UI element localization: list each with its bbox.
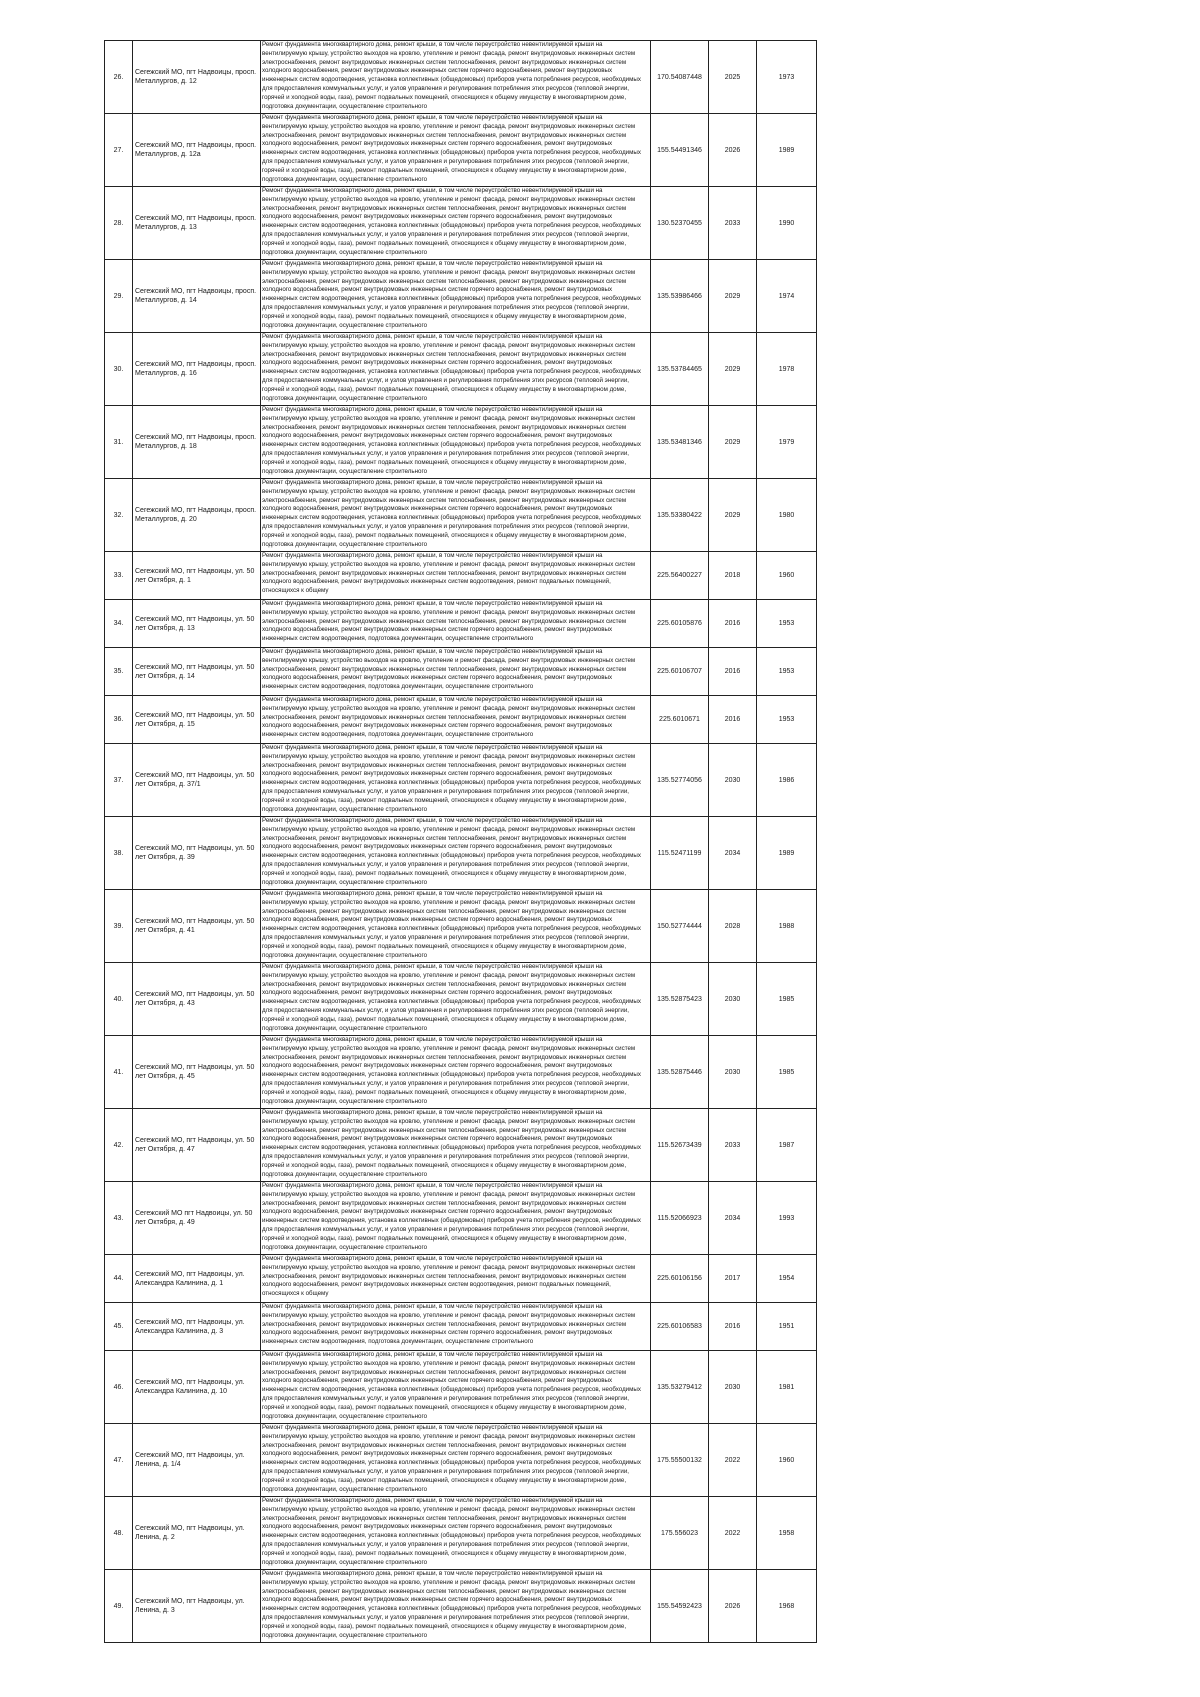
planned-year-cell: 2034 bbox=[709, 1182, 757, 1255]
works-text: Ремонт фундамента многоквартирного дома, ремонт крыши, в том числе переустройство невентилируемой крыши на вентилируемую крышу, устройство выходов на кровлю, утепление и ремонт фасада, ремонт внутридомовых инженерных систем электроснабжения, ремонт внутридомовых инженерных систем теплоснабжения, ремонт внутридомовых инженерных систем холодного водоснабжения, ремонт внутридомовых инженерных систем горячего водоснабжения, ремонт внутридомовых инженерных систем водоотведения, подготовка документации, осуществление строительного bbox=[262, 600, 636, 643]
address-cell: Сегежский МО, пгт Надвоицы, ул. Александра Калинина, д. 10 bbox=[133, 1351, 261, 1424]
row-number: 31. bbox=[105, 406, 133, 479]
works-text: Ремонт фундамента многоквартирного дома, ремонт крыши, в том числе переустройство невентилируемой крыши на вентилируемую крышу, устройство выходов на кровлю, утепление и ремонт фасада, ремонт внутридомовых инженерных систем электроснабжения, ремонт внутридомовых инженерных систем теплоснабжения, ремонт внутридомовых инженерных систем холодного водоснабжения, ремонт внутридомовых инженерных систем горячего водоснабжения, ремонт внутридомовых инженерных систем водоотведения, установка коллективных (общедомовых) приборов учета потребления ресурсов, необходимых для предоставления коммунальных услуг, и узлов управления и регулирования потребления этих ресурсов (тепловой энергии, горячей и холодной воды, газа), ремонт подвальных помещений, относящихся к общему имуществу в многоквартирном доме, подготовка документации, осуществление строительного bbox=[262, 479, 641, 548]
row-number: 38. bbox=[105, 817, 133, 890]
built-year-cell: 1951 bbox=[757, 1303, 817, 1351]
row-number: 35. bbox=[105, 648, 133, 696]
cost-value-cell: 135.53784465 bbox=[651, 333, 709, 406]
planned-year-cell: 2029 bbox=[709, 479, 757, 552]
row-number: 36. bbox=[105, 696, 133, 744]
table-row bbox=[105, 1036, 817, 1109]
works-text: Ремонт фундамента многоквартирного дома, ремонт крыши, в том числе переустройство невентилируемой крыши на вентилируемую крышу, устройство выходов на кровлю, утепление и ремонт фасада, ремонт внутридомовых инженерных систем электроснабжения, ремонт внутридомовых инженерных систем теплоснабжения, ремонт внутридомовых инженерных систем холодного водоснабжения, ремонт внутридомовых инженерных систем горячего водоснабжения, ремонт внутридомовых инженерных систем водоотведения, установка коллективных (общедомовых) приборов учета потребления ресурсов, необходимых для предоставления коммунальных услуг, и узлов управления и регулирования потребления этих ресурсов (тепловой энергии, горячей и холодной воды, газа), ремонт подвальных помещений, относящихся к общему имуществу в многоквартирном доме, подготовка документации, осуществление строительного bbox=[262, 41, 641, 110]
cost-value-cell: 225.56400227 bbox=[651, 552, 709, 600]
row-number: 34. bbox=[105, 600, 133, 648]
row-number: 37. bbox=[105, 744, 133, 817]
row-number: 30. bbox=[105, 333, 133, 406]
row-number: 41. bbox=[105, 1036, 133, 1109]
cost-value-cell: 135.52774056 bbox=[651, 744, 709, 817]
cost-value-cell: 225.60106707 bbox=[651, 648, 709, 696]
cost-value-cell: 155.54491346 bbox=[651, 114, 709, 187]
table-row bbox=[105, 1303, 817, 1351]
planned-year-cell: 2030 bbox=[709, 1351, 757, 1424]
row-number: 29. bbox=[105, 260, 133, 333]
works-text: Ремонт фундамента многоквартирного дома, ремонт крыши, в том числе переустройство невентилируемой крыши на вентилируемую крышу, устройство выходов на кровлю, утепление и ремонт фасада, ремонт внутридомовых инженерных систем электроснабжения, ремонт внутридомовых инженерных систем теплоснабжения, ремонт внутридомовых инженерных систем холодного водоснабжения, ремонт внутридомовых инженерных систем горячего водоснабжения, ремонт внутридомовых инженерных систем водоотведения, установка коллективных (общедомовых) приборов учета потребления ресурсов, необходимых для предоставления коммунальных услуг, и узлов управления и регулирования потребления этих ресурсов (тепловой энергии, горячей и холодной воды, газа), ремонт подвальных помещений, относящихся к общему имуществу в многоквартирном доме, подготовка документации, осуществление строительного bbox=[262, 744, 641, 813]
built-year-cell: 1953 bbox=[757, 648, 817, 696]
table-row bbox=[105, 187, 817, 260]
table-row bbox=[105, 333, 817, 406]
address-cell: Сегежский МО, пгт Надвоицы, ул. Ленина, д. 1/4 bbox=[133, 1424, 261, 1497]
row-number: 32. bbox=[105, 479, 133, 552]
table-row bbox=[105, 479, 817, 552]
works-description-cell bbox=[261, 600, 651, 648]
works-description-cell bbox=[261, 479, 651, 552]
row-number: 43. bbox=[105, 1182, 133, 1255]
built-year-cell: 1981 bbox=[757, 1351, 817, 1424]
planned-year-cell: 2018 bbox=[709, 552, 757, 600]
works-description-cell bbox=[261, 41, 651, 114]
planned-year-cell: 2029 bbox=[709, 333, 757, 406]
table-row bbox=[105, 600, 817, 648]
address-cell: Сегежский МО, пгт Надвоицы, ул. Александра Калинина, д. 3 bbox=[133, 1303, 261, 1351]
built-year-cell: 1973 bbox=[757, 41, 817, 114]
planned-year-cell: 2029 bbox=[709, 406, 757, 479]
table-row bbox=[105, 41, 817, 114]
address-cell: Сегежский МО, пгт Надвоицы, ул. Александра Калинина, д. 1 bbox=[133, 1255, 261, 1303]
address-cell: Сегежский МО, пгт Надвоицы, просп. Металлургов, д. 18 bbox=[133, 406, 261, 479]
repair-program-table bbox=[104, 40, 817, 1643]
works-description-cell bbox=[261, 406, 651, 479]
row-number: 26. bbox=[105, 41, 133, 114]
address-cell: Сегежский МО, пгт Надвоицы, просп. Металлургов, д. 16 bbox=[133, 333, 261, 406]
address-cell: Сегежский МО, пгт Надвоицы, ул. 50 лет Октября, д. 41 bbox=[133, 890, 261, 963]
works-text: Ремонт фундамента многоквартирного дома, ремонт крыши, в том числе переустройство невентилируемой крыши на вентилируемую крышу, устройство выходов на кровлю, утепление и ремонт фасада, ремонт внутридомовых инженерных систем электроснабжения, ремонт внутридомовых инженерных систем теплоснабжения, ремонт внутридомовых инженерных систем холодного водоснабжения, ремонт внутридомовых инженерных систем горячего водоснабжения, ремонт внутридомовых инженерных систем водоотведения, установка коллективных (общедомовых) приборов учета потребления ресурсов, необходимых для предоставления коммунальных услуг, и узлов управления и регулирования потребления этих ресурсов (тепловой энергии, горячей и холодной воды, газа), ремонт подвальных помещений, относящихся к общему имуществу в многоквартирном доме, подготовка документации, осуществление строительного bbox=[262, 187, 641, 256]
cost-value-cell: 225.6010671 bbox=[651, 696, 709, 744]
row-number: 47. bbox=[105, 1424, 133, 1497]
row-number: 39. bbox=[105, 890, 133, 963]
address-cell: Сегежский МО, пгт Надвоицы, ул. 50 лет Октября, д. 14 bbox=[133, 648, 261, 696]
table-row bbox=[105, 696, 817, 744]
table-body bbox=[105, 41, 817, 1643]
address-cell: Сегежский МО, пгт Надвоицы, ул. Ленина, д. 3 bbox=[133, 1570, 261, 1643]
works-description-cell bbox=[261, 1570, 651, 1643]
row-number: 49. bbox=[105, 1570, 133, 1643]
table-row bbox=[105, 1109, 817, 1182]
cost-value-cell: 175.55500132 bbox=[651, 1424, 709, 1497]
address-cell: Сегежский МО, пгт Надвоицы, просп. Металлургов, д. 12а bbox=[133, 114, 261, 187]
works-text: Ремонт фундамента многоквартирного дома, ремонт крыши, в том числе переустройство невентилируемой крыши на вентилируемую крышу, устройство выходов на кровлю, утепление и ремонт фасада, ремонт внутридомовых инженерных систем электроснабжения, ремонт внутридомовых инженерных систем теплоснабжения, ремонт внутридомовых инженерных систем холодного водоснабжения, ремонт внутридомовых инженерных систем горячего водоснабжения, ремонт внутридомовых инженерных систем водоотведения, установка коллективных (общедомовых) приборов учета потребления ресурсов, необходимых для предоставления коммунальных услуг, и узлов управления и регулирования потребления этих ресурсов (тепловой энергии, горячей и холодной воды, газа), ремонт подвальных помещений, относящихся к общему имуществу в многоквартирном доме, подготовка документации, осуществление строительного bbox=[262, 1570, 641, 1639]
table-row bbox=[105, 648, 817, 696]
row-number: 45. bbox=[105, 1303, 133, 1351]
built-year-cell: 1985 bbox=[757, 1036, 817, 1109]
planned-year-cell: 2025 bbox=[709, 41, 757, 114]
built-year-cell: 1989 bbox=[757, 817, 817, 890]
built-year-cell: 1953 bbox=[757, 600, 817, 648]
table-row bbox=[105, 114, 817, 187]
planned-year-cell: 2026 bbox=[709, 1570, 757, 1643]
works-description-cell bbox=[261, 114, 651, 187]
address-cell: Сегежский МО, пгт Надвоицы, просп. Металлургов, д. 20 bbox=[133, 479, 261, 552]
address-cell: Сегежский МО, пгт Надвоицы, ул. 50 лет Октября, д. 13 bbox=[133, 600, 261, 648]
works-description-cell bbox=[261, 963, 651, 1036]
table-row bbox=[105, 260, 817, 333]
works-description-cell bbox=[261, 1036, 651, 1109]
built-year-cell: 1979 bbox=[757, 406, 817, 479]
works-text: Ремонт фундамента многоквартирного дома, ремонт крыши, в том числе переустройство невентилируемой крыши на вентилируемую крышу, устройство выходов на кровлю, утепление и ремонт фасада, ремонт внутридомовых инженерных систем электроснабжения, ремонт внутридомовых инженерных систем теплоснабжения, ремонт внутридомовых инженерных систем холодного водоснабжения, ремонт внутридомовых инженерных систем горячего водоснабжения, ремонт внутридомовых инженерных систем водоотведения, установка коллективных (общедомовых) приборов учета потребления ресурсов, необходимых для предоставления коммунальных услуг, и узлов управления и регулирования потребления этих ресурсов (тепловой энергии, горячей и холодной воды, газа), ремонт подвальных помещений, относящихся к общему имуществу в многоквартирном доме, подготовка документации, осуществление строительного bbox=[262, 1182, 641, 1251]
address-cell: Сегежский МО, пгт Надвоицы, ул. 50 лет Октября, д. 47 bbox=[133, 1109, 261, 1182]
address-cell: Сегежский МО, пгт Надвоицы, ул. 50 лет Октября, д. 1 bbox=[133, 552, 261, 600]
cost-value-cell: 135.53279412 bbox=[651, 1351, 709, 1424]
works-text: Ремонт фундамента многоквартирного дома, ремонт крыши, в том числе переустройство невентилируемой крыши на вентилируемую крышу, устройство выходов на кровлю, утепление и ремонт фасада, ремонт внутридомовых инженерных систем электроснабжения, ремонт внутридомовых инженерных систем теплоснабжения, ремонт внутридомовых инженерных систем холодного водоснабжения, ремонт внутридомовых инженерных систем горячего водоснабжения, ремонт внутридомовых инженерных систем водоотведения, установка коллективных (общедомовых) приборов учета потребления ресурсов, необходимых для предоставления коммунальных услуг, и узлов управления и регулирования потребления этих ресурсов (тепловой энергии, горячей и холодной воды, газа), ремонт подвальных помещений, относящихся к общему имуществу в многоквартирном доме, подготовка документации, осуществление строительного bbox=[262, 1497, 641, 1566]
address-cell: Сегежский МО, пгт Надвоицы, просп. Металлургов, д. 12 bbox=[133, 41, 261, 114]
works-description-cell bbox=[261, 187, 651, 260]
built-year-cell: 1989 bbox=[757, 114, 817, 187]
row-number: 46. bbox=[105, 1351, 133, 1424]
table-row bbox=[105, 1255, 817, 1303]
table-row bbox=[105, 1570, 817, 1643]
works-text: Ремонт фундамента многоквартирного дома, ремонт крыши, в том числе переустройство невентилируемой крыши на вентилируемую крышу, устройство выходов на кровлю, утепление и ремонт фасада, ремонт внутридомовых инженерных систем электроснабжения, ремонт внутридомовых инженерных систем теплоснабжения, ремонт внутридомовых инженерных систем холодного водоснабжения, ремонт внутридомовых инженерных систем горячего водоснабжения, ремонт внутридомовых инженерных систем водоотведения, установка коллективных (общедомовых) приборов учета потребления ресурсов, необходимых для предоставления коммунальных услуг, и узлов управления и регулирования потребления этих ресурсов (тепловой энергии, горячей и холодной воды, газа), ремонт подвальных помещений, относящихся к общему имуществу в многоквартирном доме, подготовка документации, осуществление строительного bbox=[262, 1109, 641, 1178]
row-number: 48. bbox=[105, 1497, 133, 1570]
address-cell: Сегежский МО, пгт Надвоицы, ул. 50 лет Октября, д. 43 bbox=[133, 963, 261, 1036]
cost-value-cell: 135.52875446 bbox=[651, 1036, 709, 1109]
works-text: Ремонт фундамента многоквартирного дома, ремонт крыши, в том числе переустройство невентилируемой крыши на вентилируемую крышу, устройство выходов на кровлю, утепление и ремонт фасада, ремонт внутридомовых инженерных систем электроснабжения, ремонт внутридомовых инженерных систем теплоснабжения, ремонт внутридомовых инженерных систем холодного водоснабжения, ремонт внутридомовых инженерных систем горячего водоснабжения, ремонт внутридомовых инженерных систем водоотведения, установка коллективных (общедомовых) приборов учета потребления ресурсов, необходимых для предоставления коммунальных услуг, и узлов управления и регулирования потребления этих ресурсов (тепловой энергии, горячей и холодной воды, газа), ремонт подвальных помещений, относящихся к общему имуществу в многоквартирном доме, подготовка документации, осуществление строительного bbox=[262, 406, 641, 475]
table-row bbox=[105, 963, 817, 1036]
built-year-cell: 1958 bbox=[757, 1497, 817, 1570]
planned-year-cell: 2022 bbox=[709, 1497, 757, 1570]
table-row bbox=[105, 817, 817, 890]
planned-year-cell: 2029 bbox=[709, 260, 757, 333]
built-year-cell: 1986 bbox=[757, 744, 817, 817]
works-text: Ремонт фундамента многоквартирного дома, ремонт крыши, в том числе переустройство невентилируемой крыши на вентилируемую крышу, устройство выходов на кровлю, утепление и ремонт фасада, ремонт внутридомовых инженерных систем электроснабжения, ремонт внутридомовых инженерных систем теплоснабжения, ремонт внутридомовых инженерных систем холодного водоснабжения, ремонт внутридомовых инженерных систем горячего водоснабжения, ремонт внутридомовых инженерных систем водоотведения, установка коллективных (общедомовых) приборов учета потребления ресурсов, необходимых для предоставления коммунальных услуг, и узлов управления и регулирования потребления этих ресурсов (тепловой энергии, горячей и холодной воды, газа), ремонт подвальных помещений, относящихся к общему имуществу в многоквартирном доме, подготовка документации, осуществление строительного bbox=[262, 1036, 641, 1105]
cost-value-cell: 150.52774444 bbox=[651, 890, 709, 963]
address-cell: Сегежский МО, пгт Надвоицы, просп. Металлургов, д. 13 bbox=[133, 187, 261, 260]
built-year-cell: 1960 bbox=[757, 1424, 817, 1497]
table-row bbox=[105, 406, 817, 479]
address-cell: Сегежский МО, пгт Надвоицы, ул. 50 лет Октября, д. 45 bbox=[133, 1036, 261, 1109]
cost-value-cell: 175.556023 bbox=[651, 1497, 709, 1570]
planned-year-cell: 2034 bbox=[709, 817, 757, 890]
works-text: Ремонт фундамента многоквартирного дома, ремонт крыши, в том числе переустройство невентилируемой крыши на вентилируемую крышу, устройство выходов на кровлю, утепление и ремонт фасада, ремонт внутридомовых инженерных систем электроснабжения, ремонт внутридомовых инженерных систем теплоснабжения, ремонт внутридомовых инженерных систем холодного водоснабжения, ремонт внутридомовых инженерных систем горячего водоснабжения, ремонт внутридомовых инженерных систем водоотведения, установка коллективных (общедомовых) приборов учета потребления ресурсов, необходимых для предоставления коммунальных услуг, и узлов управления и регулирования потребления этих ресурсов (тепловой энергии, горячей и холодной воды, газа), ремонт подвальных помещений, относящихся к общему имуществу в многоквартирном доме, подготовка документации, осуществление строительного bbox=[262, 1351, 641, 1420]
table-row bbox=[105, 552, 817, 600]
works-text: Ремонт фундамента многоквартирного дома, ремонт крыши, в том числе переустройство невентилируемой крыши на вентилируемую крышу, устройство выходов на кровлю, утепление и ремонт фасада, ремонт внутридомовых инженерных систем электроснабжения, ремонт внутридомовых инженерных систем теплоснабжения, ремонт внутридомовых инженерных систем холодного водоснабжения, ремонт внутридомовых инженерных систем горячего водоснабжения, ремонт внутридомовых инженерных систем водоотведения, установка коллективных (общедомовых) приборов учета потребления ресурсов, необходимых для предоставления коммунальных услуг, и узлов управления и регулирования потребления этих ресурсов (тепловой энергии, горячей и холодной воды, газа), ремонт подвальных помещений, относящихся к общему имуществу в многоквартирном доме, подготовка документации, осуществление строительного bbox=[262, 817, 641, 886]
built-year-cell: 1978 bbox=[757, 333, 817, 406]
built-year-cell: 1954 bbox=[757, 1255, 817, 1303]
cost-value-cell: 135.53481346 bbox=[651, 406, 709, 479]
cost-value-cell: 135.53986466 bbox=[651, 260, 709, 333]
built-year-cell: 1987 bbox=[757, 1109, 817, 1182]
works-description-cell bbox=[261, 696, 651, 744]
works-description-cell bbox=[261, 1351, 651, 1424]
planned-year-cell: 2016 bbox=[709, 648, 757, 696]
planned-year-cell: 2028 bbox=[709, 890, 757, 963]
works-text: Ремонт фундамента многоквартирного дома, ремонт крыши, в том числе переустройство невентилируемой крыши на вентилируемую крышу, устройство выходов на кровлю, утепление и ремонт фасада, ремонт внутридомовых инженерных систем электроснабжения, ремонт внутридомовых инженерных систем теплоснабжения, ремонт внутридомовых инженерных систем холодного водоснабжения, ремонт внутридомовых инженерных систем горячего водоснабжения, ремонт внутридомовых инженерных систем водоотведения, установка коллективных (общедомовых) приборов учета потребления ресурсов, необходимых для предоставления коммунальных услуг, и узлов управления и регулирования потребления этих ресурсов (тепловой энергии, горячей и холодной воды, газа), ремонт подвальных помещений, относящихся к общему имуществу в многоквартирном доме, подготовка документации, осуществление строительного bbox=[262, 1424, 641, 1493]
cost-value-cell: 225.60106156 bbox=[651, 1255, 709, 1303]
row-number: 27. bbox=[105, 114, 133, 187]
row-number: 44. bbox=[105, 1255, 133, 1303]
table-row bbox=[105, 744, 817, 817]
built-year-cell: 1968 bbox=[757, 1570, 817, 1643]
works-description-cell bbox=[261, 817, 651, 890]
planned-year-cell: 2016 bbox=[709, 696, 757, 744]
planned-year-cell: 2017 bbox=[709, 1255, 757, 1303]
works-text: Ремонт фундамента многоквартирного дома, ремонт крыши, в том числе переустройство невентилируемой крыши на вентилируемую крышу, устройство выходов на кровлю, утепление и ремонт фасада, ремонт внутридомовых инженерных систем электроснабжения, ремонт внутридомовых инженерных систем теплоснабжения, ремонт внутридомовых инженерных систем холодного водоснабжения, ремонт внутридомовых инженерных систем горячего водоснабжения, ремонт внутридомовых инженерных систем водоотведения, подготовка документации, осуществление строительного bbox=[262, 1303, 636, 1346]
cost-value-cell: 155.54592423 bbox=[651, 1570, 709, 1643]
works-text: Ремонт фундамента многоквартирного дома, ремонт крыши, в том числе переустройство невентилируемой крыши на вентилируемую крышу, устройство выходов на кровлю, утепление и ремонт фасада, ремонт внутридомовых инженерных систем электроснабжения, ремонт внутридомовых инженерных систем теплоснабжения, ремонт внутридомовых инженерных систем холодного водоснабжения, ремонт внутридомовых инженерных систем водоотведения, ремонт подвальных помещений, относящихся к общему bbox=[262, 552, 636, 595]
address-cell: Сегежский МО, пгт Надвоицы, ул. Ленина, д. 2 bbox=[133, 1497, 261, 1570]
works-text: Ремонт фундамента многоквартирного дома, ремонт крыши, в том числе переустройство невентилируемой крыши на вентилируемую крышу, устройство выходов на кровлю, утепление и ремонт фасада, ремонт внутридомовых инженерных систем электроснабжения, ремонт внутридомовых инженерных систем теплоснабжения, ремонт внутридомовых инженерных систем холодного водоснабжения, ремонт внутридомовых инженерных систем горячего водоснабжения, ремонт внутридомовых инженерных систем водоотведения, подготовка документации, осуществление строительного bbox=[262, 648, 636, 691]
row-number: 33. bbox=[105, 552, 133, 600]
address-cell: Сегежский МО, пгт Надвоицы, ул. 50 лет Октября, д. 37/1 bbox=[133, 744, 261, 817]
works-description-cell bbox=[261, 1497, 651, 1570]
planned-year-cell: 2033 bbox=[709, 187, 757, 260]
works-text: Ремонт фундамента многоквартирного дома, ремонт крыши, в том числе переустройство невентилируемой крыши на вентилируемую крышу, устройство выходов на кровлю, утепление и ремонт фасада, ремонт внутридомовых инженерных систем электроснабжения, ремонт внутридомовых инженерных систем теплоснабжения, ремонт внутридомовых инженерных систем холодного водоснабжения, ремонт внутридомовых инженерных систем горячего водоснабжения, ремонт внутридомовых инженерных систем водоотведения, подготовка документации, осуществление строительного bbox=[262, 696, 636, 739]
cost-value-cell: 170.54087448 bbox=[651, 41, 709, 114]
works-description-cell bbox=[261, 1255, 651, 1303]
cost-value-cell: 115.52066923 bbox=[651, 1182, 709, 1255]
address-cell: Сегежский МО, пгт Надвоицы, ул. 50 лет Октября, д. 39 bbox=[133, 817, 261, 890]
built-year-cell: 1993 bbox=[757, 1182, 817, 1255]
planned-year-cell: 2030 bbox=[709, 1036, 757, 1109]
works-text: Ремонт фундамента многоквартирного дома, ремонт крыши, в том числе переустройство невентилируемой крыши на вентилируемую крышу, устройство выходов на кровлю, утепление и ремонт фасада, ремонт внутридомовых инженерных систем электроснабжения, ремонт внутридомовых инженерных систем теплоснабжения, ремонт внутридомовых инженерных систем холодного водоснабжения, ремонт внутридомовых инженерных систем горячего водоснабжения, ремонт внутридомовых инженерных систем водоотведения, установка коллективных (общедомовых) приборов учета потребления ресурсов, необходимых для предоставления коммунальных услуг, и узлов управления и регулирования потребления этих ресурсов (тепловой энергии, горячей и холодной воды, газа), ремонт подвальных помещений, относящихся к общему имуществу в многоквартирном доме, подготовка документации, осуществление строительного bbox=[262, 333, 641, 402]
works-text: Ремонт фундамента многоквартирного дома, ремонт крыши, в том числе переустройство невентилируемой крыши на вентилируемую крышу, устройство выходов на кровлю, утепление и ремонт фасада, ремонт внутридомовых инженерных систем электроснабжения, ремонт внутридомовых инженерных систем теплоснабжения, ремонт внутридомовых инженерных систем холодного водоснабжения, ремонт внутридомовых инженерных систем горячего водоснабжения, ремонт внутридомовых инженерных систем водоотведения, установка коллективных (общедомовых) приборов учета потребления ресурсов, необходимых для предоставления коммунальных услуг, и узлов управления и регулирования потребления этих ресурсов (тепловой энергии, горячей и холодной воды, газа), ремонт подвальных помещений, относящихся к общему имуществу в многоквартирном доме, подготовка документации, осуществление строительного bbox=[262, 963, 641, 1032]
address-cell: Сегежский МО, пгт Надвоицы, просп. Металлургов, д. 14 bbox=[133, 260, 261, 333]
works-description-cell bbox=[261, 890, 651, 963]
cost-value-cell: 135.52875423 bbox=[651, 963, 709, 1036]
address-cell: Сегежский МО пгт Надвоицы, ул. 50 лет Октября, д. 49 bbox=[133, 1182, 261, 1255]
works-text: Ремонт фундамента многоквартирного дома, ремонт крыши, в том числе переустройство невентилируемой крыши на вентилируемую крышу, устройство выходов на кровлю, утепление и ремонт фасада, ремонт внутридомовых инженерных систем электроснабжения, ремонт внутридомовых инженерных систем теплоснабжения, ремонт внутридомовых инженерных систем холодного водоснабжения, ремонт внутридомовых инженерных систем горячего водоснабжения, ремонт внутридомовых инженерных систем водоотведения, установка коллективных (общедомовых) приборов учета потребления ресурсов, необходимых для предоставления коммунальных услуг, и узлов управления и регулирования потребления этих ресурсов (тепловой энергии, горячей и холодной воды, газа), ремонт подвальных помещений, относящихся к общему имуществу в многоквартирном доме, подготовка документации, осуществление строительного bbox=[262, 890, 641, 959]
row-number: 42. bbox=[105, 1109, 133, 1182]
cost-value-cell: 115.52471199 bbox=[651, 817, 709, 890]
works-description-cell bbox=[261, 1424, 651, 1497]
table-row bbox=[105, 1351, 817, 1424]
built-year-cell: 1980 bbox=[757, 479, 817, 552]
works-description-cell bbox=[261, 1303, 651, 1351]
table-row bbox=[105, 890, 817, 963]
works-description-cell bbox=[261, 1109, 651, 1182]
cost-value-cell: 135.53380422 bbox=[651, 479, 709, 552]
table-row bbox=[105, 1182, 817, 1255]
planned-year-cell: 2030 bbox=[709, 963, 757, 1036]
planned-year-cell: 2033 bbox=[709, 1109, 757, 1182]
planned-year-cell: 2030 bbox=[709, 744, 757, 817]
built-year-cell: 1953 bbox=[757, 696, 817, 744]
address-cell: Сегежский МО, пгт Надвоицы, ул. 50 лет Октября, д. 15 bbox=[133, 696, 261, 744]
cost-value-cell: 115.52673439 bbox=[651, 1109, 709, 1182]
built-year-cell: 1974 bbox=[757, 260, 817, 333]
cost-value-cell: 130.52370455 bbox=[651, 187, 709, 260]
built-year-cell: 1985 bbox=[757, 963, 817, 1036]
works-text: Ремонт фундамента многоквартирного дома, ремонт крыши, в том числе переустройство невентилируемой крыши на вентилируемую крышу, устройство выходов на кровлю, утепление и ремонт фасада, ремонт внутридомовых инженерных систем электроснабжения, ремонт внутридомовых инженерных систем теплоснабжения, ремонт внутридомовых инженерных систем холодного водоснабжения, ремонт внутридомовых инженерных систем водоотведения, ремонт подвальных помещений, относящихся к общему bbox=[262, 1255, 636, 1298]
works-text: Ремонт фундамента многоквартирного дома, ремонт крыши, в том числе переустройство невентилируемой крыши на вентилируемую крышу, устройство выходов на кровлю, утепление и ремонт фасада, ремонт внутридомовых инженерных систем электроснабжения, ремонт внутридомовых инженерных систем теплоснабжения, ремонт внутридомовых инженерных систем холодного водоснабжения, ремонт внутридомовых инженерных систем горячего водоснабжения, ремонт внутридомовых инженерных систем водоотведения, установка коллективных (общедомовых) приборов учета потребления ресурсов, необходимых для предоставления коммунальных услуг, и узлов управления и регулирования потребления этих ресурсов (тепловой энергии, горячей и холодной воды, газа), ремонт подвальных помещений, относящихся к общему имуществу в многоквартирном доме, подготовка документации, осуществление строительного bbox=[262, 114, 641, 183]
cost-value-cell: 225.60106583 bbox=[651, 1303, 709, 1351]
planned-year-cell: 2016 bbox=[709, 600, 757, 648]
planned-year-cell: 2026 bbox=[709, 114, 757, 187]
row-number: 40. bbox=[105, 963, 133, 1036]
works-description-cell bbox=[261, 648, 651, 696]
works-description-cell bbox=[261, 260, 651, 333]
planned-year-cell: 2022 bbox=[709, 1424, 757, 1497]
works-description-cell bbox=[261, 333, 651, 406]
built-year-cell: 1960 bbox=[757, 552, 817, 600]
built-year-cell: 1988 bbox=[757, 890, 817, 963]
row-number: 28. bbox=[105, 187, 133, 260]
works-description-cell bbox=[261, 552, 651, 600]
planned-year-cell: 2016 bbox=[709, 1303, 757, 1351]
works-text: Ремонт фундамента многоквартирного дома, ремонт крыши, в том числе переустройство невентилируемой крыши на вентилируемую крышу, устройство выходов на кровлю, утепление и ремонт фасада, ремонт внутридомовых инженерных систем электроснабжения, ремонт внутридомовых инженерных систем теплоснабжения, ремонт внутридомовых инженерных систем холодного водоснабжения, ремонт внутридомовых инженерных систем горячего водоснабжения, ремонт внутридомовых инженерных систем водоотведения, установка коллективных (общедомовых) приборов учета потребления ресурсов, необходимых для предоставления коммунальных услуг, и узлов управления и регулирования потребления этих ресурсов (тепловой энергии, горячей и холодной воды, газа), ремонт подвальных помещений, относящихся к общему имуществу в многоквартирном доме, подготовка документации, осуществление строительного bbox=[262, 260, 641, 329]
built-year-cell: 1990 bbox=[757, 187, 817, 260]
table-row bbox=[105, 1497, 817, 1570]
works-description-cell bbox=[261, 1182, 651, 1255]
cost-value-cell: 225.60105876 bbox=[651, 600, 709, 648]
table-row bbox=[105, 1424, 817, 1497]
works-description-cell bbox=[261, 744, 651, 817]
